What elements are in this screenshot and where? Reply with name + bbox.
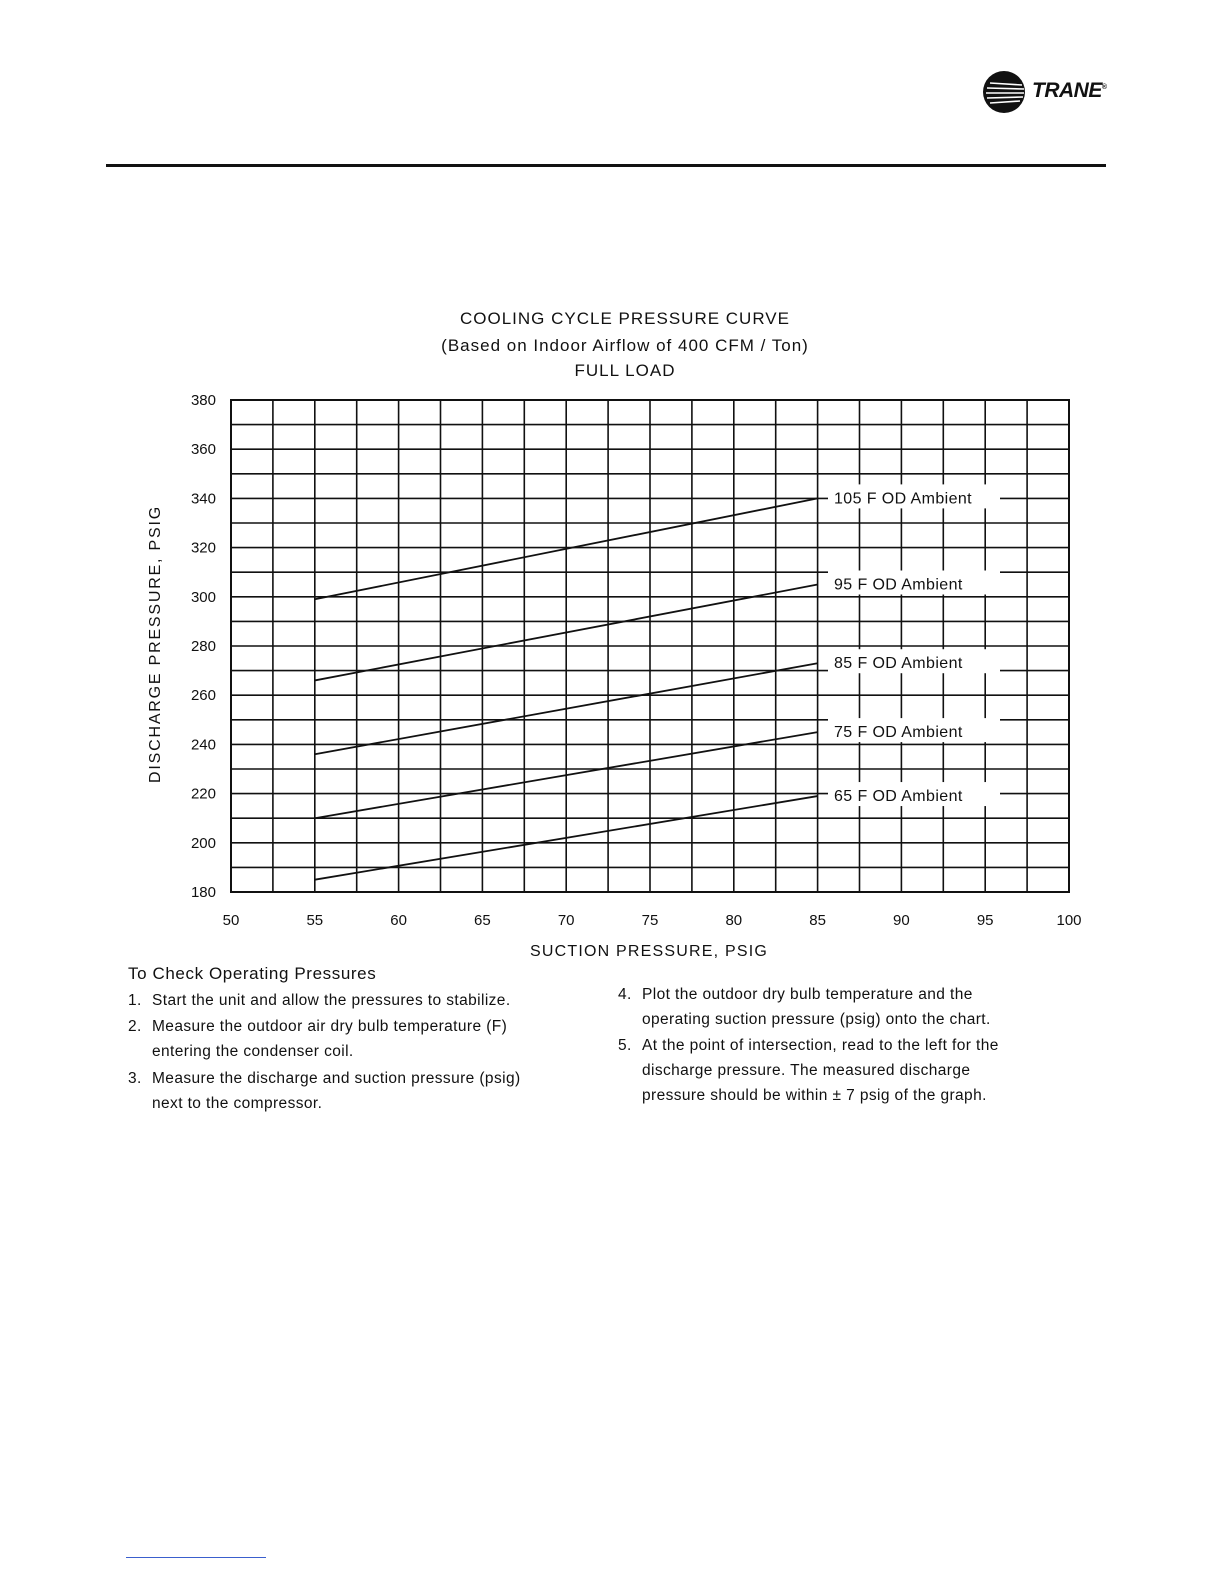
y-tick-label: 220	[190, 785, 216, 803]
x-tick-label: 55	[306, 912, 324, 929]
x-tick-label: 70	[557, 912, 575, 929]
series-label: 95 F OD Ambient	[834, 576, 963, 594]
x-tick-label: 95	[976, 912, 994, 929]
chart-load-label: FULL LOAD	[574, 361, 676, 380]
y-tick-label: 260	[190, 687, 216, 705]
y-tick-label: 280	[190, 638, 216, 655]
x-tick-label: 80	[725, 912, 743, 929]
x-tick-label: 60	[390, 912, 407, 929]
series-label: 75 F OD Ambient	[834, 724, 963, 742]
x-tick-label: 90	[893, 912, 910, 929]
instruction-step-5: 5. At the point of intersection, read to the left for the discharge pressure. The measured discharge pressure should be within ± 7 psig of the graph.	[618, 1037, 999, 1104]
x-tick-label: 85	[809, 912, 826, 929]
y-tick-label: 200	[190, 834, 216, 852]
x-tick-label: 65	[474, 912, 491, 929]
y-tick-label: 340	[190, 490, 216, 508]
x-tick-label: 50	[222, 912, 240, 929]
instruction-step-4: 4. Plot the outdoor dry bulb temperature and the operating suction pressure (psig) onto the chart.	[618, 986, 991, 1028]
instructions-title: To Check Operating Pressures	[128, 964, 377, 983]
trane-logo-text: TRANE®	[1032, 79, 1107, 102]
y-tick-label: 380	[190, 392, 216, 409]
series-label: 85 F OD Ambient	[834, 655, 963, 673]
instruction-step-1: 1. Start the unit and allow the pressures to stabilize.	[128, 992, 511, 1009]
y-tick-label: 300	[190, 588, 216, 606]
series-label: 65 F OD Ambient	[834, 788, 963, 806]
chart-title: COOLING CYCLE PRESSURE CURVE	[460, 309, 790, 328]
y-tick-label: 180	[190, 884, 216, 901]
x-axis-label: SUCTION PRESSURE, PSIG	[530, 943, 768, 960]
chart-subtitle: (Based on Indoor Airflow of 400 CFM / Ton)	[441, 336, 809, 355]
y-tick-label: 320	[190, 539, 216, 557]
series-label: 105 F OD Ambient	[834, 490, 973, 508]
instruction-step-3: 3. Measure the discharge and suction pressure (psig) next to the compressor.	[128, 1070, 521, 1112]
y-tick-label: 240	[190, 736, 216, 754]
instruction-step-2: 2. Measure the outdoor air dry bulb temperature (F) entering the condenser coil.	[128, 1018, 508, 1060]
x-tick-label: 75	[641, 912, 659, 929]
x-tick-label: 100	[1056, 912, 1082, 929]
y-axis-label: DISCHARGE PRESSURE, PSIG	[147, 505, 164, 783]
footer-link-rule	[126, 1557, 266, 1558]
y-tick-label: 360	[190, 441, 216, 459]
